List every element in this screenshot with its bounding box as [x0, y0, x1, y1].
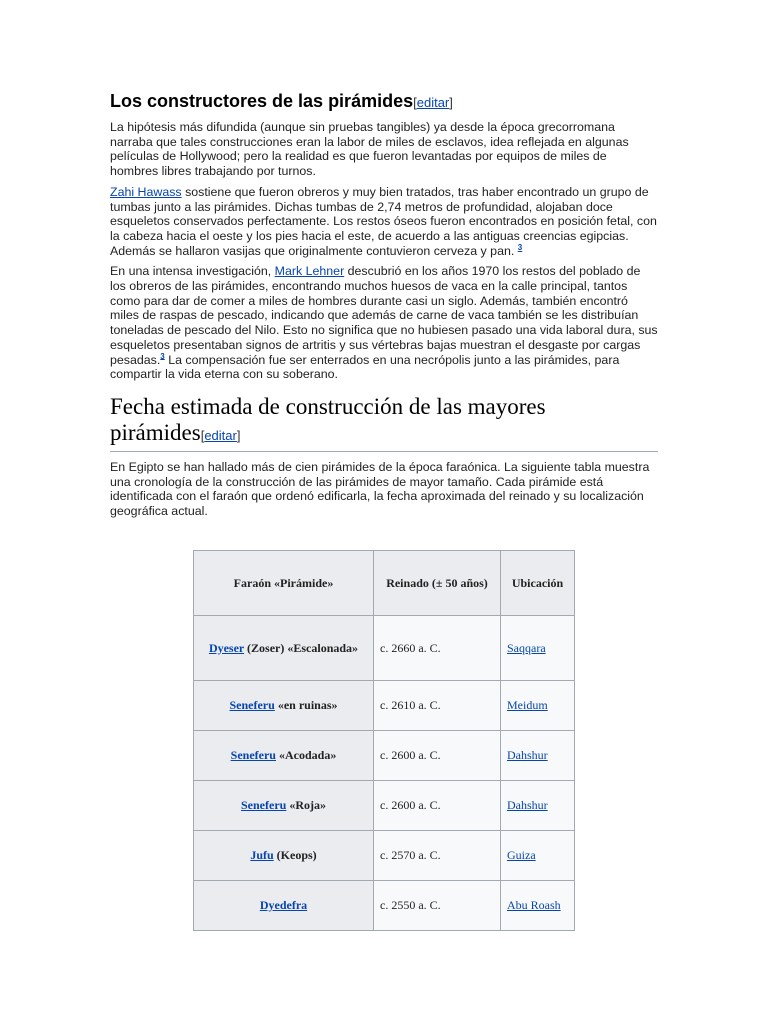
location-link[interactable]: Saqqara [507, 640, 546, 655]
article-content [110, 90, 658, 525]
pharaoh-cell: Jufu (Keops) [194, 831, 374, 881]
reference-marker [518, 243, 522, 252]
location-link[interactable]: Meidum [507, 698, 548, 712]
column-header-reign: Reinado (± 50 años) [374, 551, 501, 616]
column-header-location: Ubicación [501, 551, 575, 616]
section-heading-fecha [110, 394, 658, 452]
location-link[interactable]: Guiza [507, 848, 536, 862]
section-heading-constructores [110, 90, 658, 114]
pharaoh-cell: Dyeser (Zoser) «Escalonada» [194, 616, 374, 681]
pharaoh-cell: Seneferu «Acodada» [194, 731, 374, 781]
section-title: Fecha estimada de construcción de las mayores pirámides [110, 393, 546, 445]
paragraph: La hipótesis más difundida (aunque sin pruebas tangibles) ya desde la época grecorromana narraba que tales construcciones eran la labor de miles de esclavos, idea reflejada en algunas películas de Hollywood; pero la realidad es que fueron levantadas por equipos de miles de hombres libres trabajando por turnos. [110, 120, 629, 179]
table-row [194, 681, 575, 731]
pharaoh-link[interactable]: Jufu [250, 848, 274, 862]
pharaoh-link[interactable]: Seneferu [241, 798, 287, 812]
table-row [194, 881, 575, 931]
section-title: Los constructores de las pirámides [110, 91, 414, 111]
mark-lehner-link[interactable]: Mark Lehner [274, 264, 345, 279]
location-cell [501, 731, 575, 781]
location-cell [501, 681, 575, 731]
location-link[interactable]: Dahshur [507, 798, 548, 812]
reign-cell: c. 2550 a. C. [374, 881, 501, 931]
table-header-row [194, 551, 575, 616]
pharaoh-cell: Seneferu «Roja» [194, 781, 374, 831]
location-link[interactable]: Abu Roash [507, 898, 561, 912]
pharaoh-link[interactable]: Dyedefra [259, 898, 308, 912]
location-link[interactable]: Dahshur [507, 748, 548, 762]
paragraph: En una intensa investigación, Mark Lehner descubrió en los años 1970 los restos del poblado de los obreros de las pirámides, encontrando muchos huesos de vaca en la calle principal, tantos como para dar de comer a miles de hombres durante casi un siglo. Además, también encontró miles de raspas de pescado, indicando que además de carne de vaca también se les distribuían toneladas de pescado del Nilo. Esto no significa que no hubiesen pasado una vida laboral dura, sus esqueletos presentaban signos de artritis y sus vértebras bajas muestran el desgaste por cargas pesadas.$^3$ La compensación fue ser enterrados en una necrópolis junto a las pirámides, para compartir la vida eterna con su soberano. [110, 264, 658, 382]
edit-link[interactable]: editar [416, 95, 450, 110]
location-cell [501, 781, 575, 831]
reign-cell: c. 2570 a. C. [374, 831, 501, 881]
location-cell [501, 831, 575, 881]
reign-cell: c. 2600 a. C. [374, 731, 501, 781]
column-header-pharaoh: Faraón «Pirámide» [194, 551, 374, 616]
pharaoh-link[interactable]: Seneferu [230, 748, 276, 762]
reign-cell: c. 2660 a. C. [374, 616, 501, 681]
table-row [194, 731, 575, 781]
location-cell [501, 616, 575, 681]
pharaoh-link[interactable]: Dyeser [208, 640, 245, 655]
reference-link[interactable]: 3 [160, 351, 165, 361]
paragraph: En Egipto se han hallado más de cien pirámides de la época faraónica. La siguiente tabla muestra una cronología de la construcción de las pirámides de mayor tamaño. Cada pirámide está identificada con el faraón que ordenó edificarla, la fecha aproximada del reinado y su localización geográfica actual. [110, 459, 650, 519]
edit-section-control: [editar] [413, 95, 453, 110]
paragraph: Zahi Hawass sostiene que fueron obreros y muy bien tratados, tras haber encontrado un grupo de tumbas junto a las pirámides. Dichas tumbas de 2,74 metros de profundidad, alojaban doce esqueletos conservados perfectamente. Los restos óseos fueron encontrados en posición fetal, con la cabeza hacia el oeste y los pies hacia el este, de acuerdo a las antiguas creencias egipcias. Además se hallaron vasijas que originalmente contuvieron cerveza y pan. $^3$ [110, 184, 657, 258]
reign-cell: c. 2610 a. C. [374, 681, 501, 731]
edit-section-control: [editar] [200, 427, 241, 443]
pharaoh-cell: Seneferu «en ruinas» [194, 681, 374, 731]
pharaoh-cell [194, 881, 374, 931]
table-row [194, 831, 575, 881]
pyramids-table [193, 550, 575, 931]
table-row [194, 616, 575, 681]
location-cell [501, 881, 575, 931]
zahi-hawass-link[interactable]: Zahi Hawass [110, 184, 182, 199]
pharaoh-link[interactable]: Seneferu [229, 698, 275, 712]
edit-link[interactable]: editar [204, 427, 237, 443]
table-row [194, 781, 575, 831]
reference-link[interactable]: 3 [517, 242, 523, 252]
reign-cell: c. 2600 a. C. [374, 781, 501, 831]
